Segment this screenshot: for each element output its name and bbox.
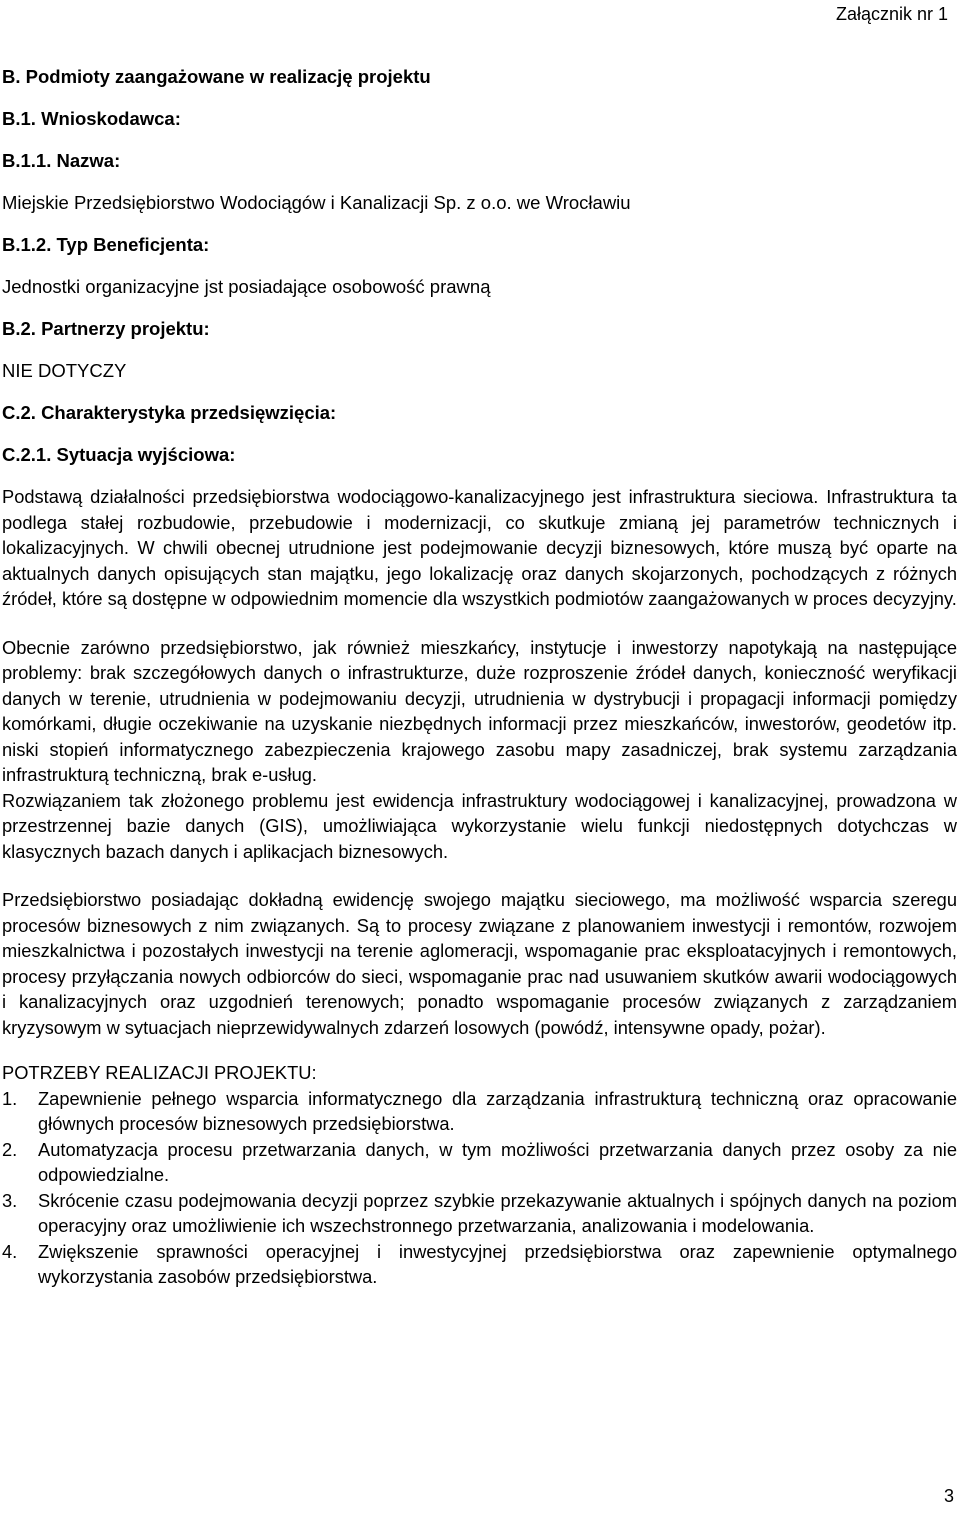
list-item-text: Automatyzacja procesu przetwarzania danych, w tym możliwości przetwarzania danych przez osoby za nie odpowiedzialne. — [38, 1138, 957, 1185]
beneficiary-type: Jednostki organizacyjne jst posiadające osobowość prawną — [2, 276, 491, 297]
list-item-number: 3. — [2, 1189, 18, 1211]
section-b12-title: B.1.2. Typ Beneficjenta: — [2, 234, 210, 255]
list-item-text: Skrócenie czasu podejmowania decyzji poprzez szybkie przekazywanie aktualnych i spójnych danych na poziom operacyjny oraz umożliwienie ich wszechstronnego przetwarzania, analizowania i modelowania. — [38, 1189, 957, 1236]
section-b11-title: B.1.1. Nazwa: — [2, 150, 121, 171]
problems-block — [2, 635, 957, 865]
paragraph-benefits: Przedsiębiorstwo posiadając dokładną ewidencję swojego majątku sieciowego, ma możliwość wsparcia szeregu procesów biznesowych z nim związanych. Są to procesy związane z planowaniem inwestycji i remontów, rozwojem mieszkalnictwa i pozostałych inwestycji na terenie aglomeracji, wspomaganie prac eksploatacyjnych i remontowych, procesy przyłączania nowych odbiorców do sieci, wspomaganie prac nad usuwaniem skutków awarii wodociągowych i kanalizacyjnych oraz uzgodnień terenowych; ponadto wspomaganie procesów związanych z zarządzaniem kryzysowym w sytuacjach nieprzewidywalnych zdarzeń losowych (powódź, intensywne opady, pożar). — [2, 889, 957, 1038]
list-item-text: Zwiększenie sprawności operacyjnej i inwestycyjnej przedsiębiorstwa oraz zapewnienie optymalnego wykorzystania zasobów przedsiębiorstwa. — [38, 1240, 957, 1287]
section-c2-title: C.2. Charakterystyka przedsięwzięcia: — [2, 402, 337, 423]
needs-title: POTRZEBY REALIZACJI PROJEKTU: — [2, 1062, 317, 1083]
section-c21-title: C.2.1. Sytuacja wyjściowa: — [2, 444, 236, 465]
applicant-name: Miejskie Przedsiębiorstwo Wodociągów i Kanalizacji Sp. z o.o. we Wrocławiu — [2, 192, 631, 213]
list-item-number: 4. — [2, 1240, 18, 1262]
list-item — [2, 1086, 957, 1137]
annex-label: Załącznik nr 1 — [835, 4, 948, 24]
list-item — [2, 1188, 957, 1239]
page-number: 3 — [943, 1486, 954, 1506]
document-content — [2, 64, 957, 1290]
paragraph-solution: Rozwiązaniem tak złożonego problemu jest ewidencja infrastruktury wodociągowej i kanalizacyjnej, prowadzona w przestrzennej bazie danych (GIS), umożliwiająca wykorzystanie wielu funkcji niedostępnych dotychczas w klasycznych bazach danych i aplikacjach biznesowych. — [2, 789, 957, 862]
section-b1-title: B.1. Wnioskodawca: — [2, 108, 181, 129]
list-item-number: 1. — [2, 1087, 18, 1109]
paragraph-initial-situation: Podstawą działalności przedsiębiorstwa wodociągowo-kanalizacyjnego jest infrastruktura sieciowa. Infrastruktura ta podlega stałej rozbudowie, przebudowie i modernizacji, co skutkuje zmianą jej parametrów technicznych i lokalizacyjnych. W chwili obecnej utrudnione jest podejmowanie decyzji biznesowych, które muszą być oparte na aktualnych danych opisujących stan majątku, jego lokalizację oraz danych skojarzonych, pochodzących z różnych źródeł, które są dostępne w odpowiednim momencie dla wszystkich podmiotów zaangażowanych w proces decyzyjny. — [2, 486, 957, 609]
list-item — [2, 1137, 957, 1188]
list-item-text: Zapewnienie pełnego wsparcia informatycznego dla zarządzania infrastrukturą techniczną oraz opracowanie głównych procesów biznesowych przedsiębiorstwa. — [38, 1087, 957, 1134]
partners-value: NIE DOTYCZY — [2, 360, 127, 381]
list-item-number: 2. — [2, 1138, 18, 1160]
section-b2-title: B.2. Partnerzy projektu: — [2, 318, 210, 339]
section-b-title: B. Podmioty zaangażowane w realizację projektu — [2, 66, 431, 87]
paragraph-problems: Obecnie zarówno przedsiębiorstwo, jak również mieszkańcy, instytucje i inwestorzy napotykają na następujące problemy: brak szczegółowych danych o infrastrukturze, duże rozproszenie źródeł danych, konieczność weryfikacji danych w terenie, utrudnienia w podejmowaniu decyzji, utrudnienia w dystrybucji i propagacji informacji pomiędzy komórkami, długie oczekiwanie na uzyskanie niezbędnych informacji przez mieszkańców, inwestorów, geodetów itp. niski stopień informatycznego zabezpieczenia krajowego zasobu mapy zasadniczej, brak systemu zarządzania infrastrukturą techniczną, brak e-usług. — [2, 636, 957, 785]
list-item — [2, 1239, 957, 1290]
needs-list — [2, 1086, 957, 1290]
